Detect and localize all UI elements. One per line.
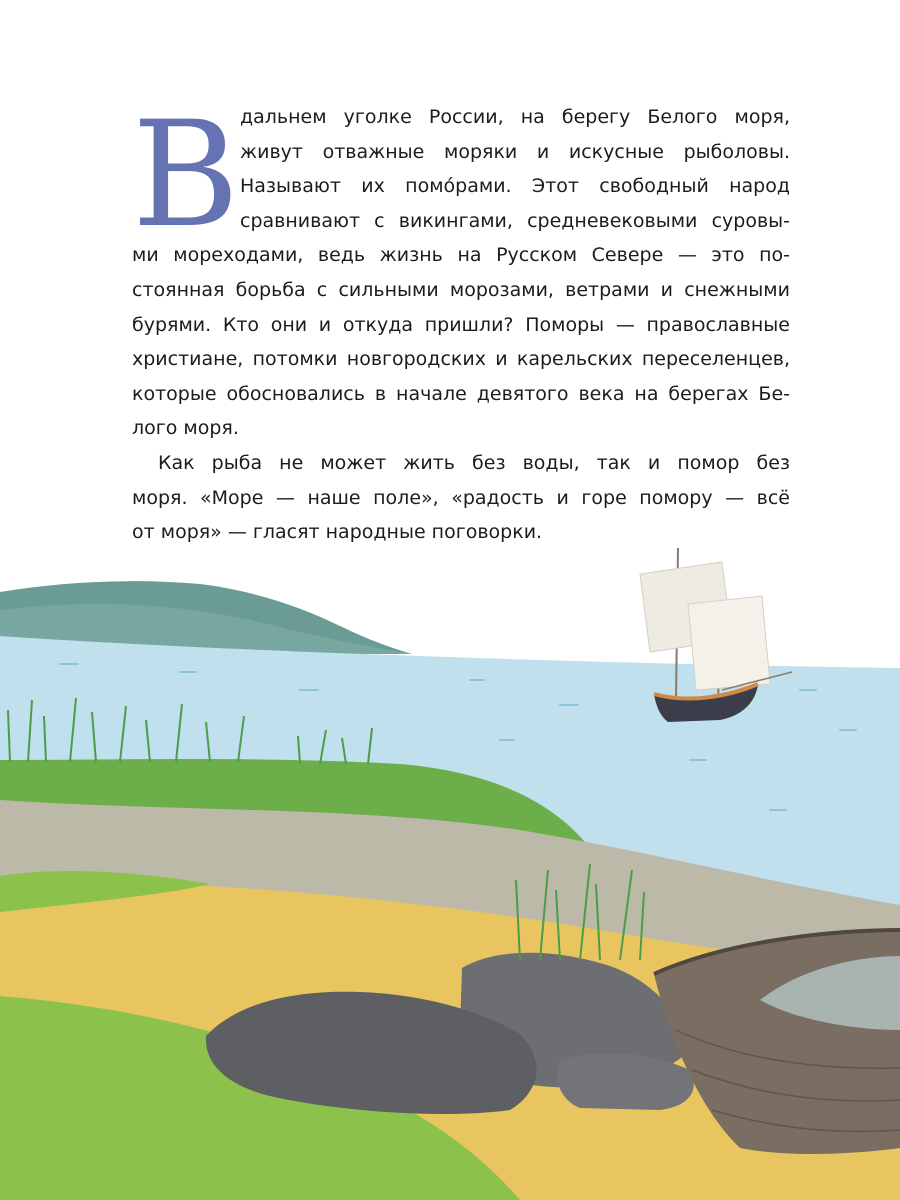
text-line: моря. «Море — наше поле», «радость и горе помору — всё (132, 486, 790, 509)
text-line: Как рыба не может жить без воды, так и помор без (158, 451, 790, 474)
text-line: дальнем уголке России, на берегу Белого моря, (240, 106, 790, 128)
text-line: стоянная борьба с сильными морозами, ветрами и снежными (132, 278, 790, 301)
text-line: лого моря. (132, 417, 239, 440)
drop-cap: В (132, 90, 240, 260)
text-line: сравнивают с викингами, средневековыми суровы- (240, 209, 790, 232)
text-line: которые обосновались в начале девятого века на берегах Бе- (132, 382, 790, 405)
text-block (132, 90, 790, 550)
text-line: бурями. Кто они и откуда пришли? Поморы — православные (132, 313, 790, 336)
seashore-illustration (0, 540, 900, 1200)
text-line: христиане, потомки новгородских и карельских переселенцев, (132, 348, 790, 371)
paragraph-2 (132, 446, 790, 550)
text-line: от моря» — гласят народные поговорки. (132, 521, 543, 544)
text-line: живут отважные моряки и искусные рыболовы. (240, 140, 790, 163)
text-line: ми мореходами, ведь жизнь на Русском Севере — это по- (132, 244, 790, 267)
text-line: Называют их помóрами. Этот свободный народ (240, 175, 790, 198)
